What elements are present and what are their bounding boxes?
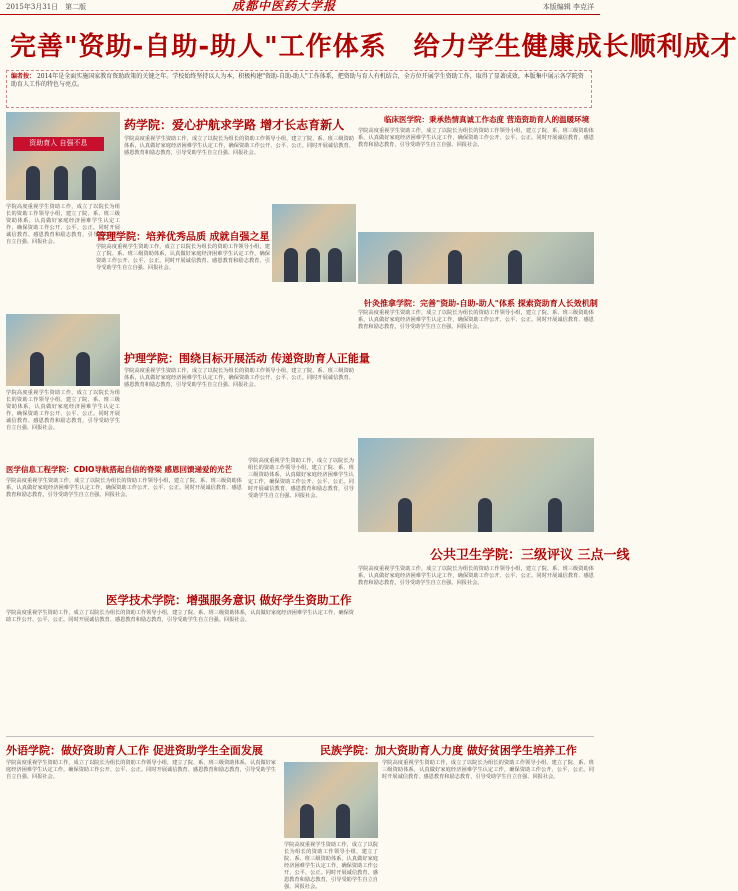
editor-note-label: 编者按： <box>11 73 36 80</box>
photo-person <box>300 804 314 838</box>
photo-person <box>76 352 90 386</box>
section-title-needle: 针灸推拿学院：完善"资助-自助-助人"体系 探索资助育人长效机制 <box>364 299 598 308</box>
section-title-ethnic: 民族学院：加大资助育人力度 做好贫困学生培养工作 <box>320 744 577 757</box>
section-title-foreign: 外语学院：做好资助育人工作 促进资助学生全面发展 <box>6 744 263 757</box>
editor-note <box>6 70 592 108</box>
photo-person <box>306 248 320 282</box>
article-text: 学院高度重视学生资助工作，成立了以院长为组长的资助工作领导小组，建立了院、系、班三级资助体系，认真做好家庭经济困难学生认定工作，确保资助工作公开、公平、公正。同时开展诚信教育、感恩教育和励志教育，引导受助学生自立自强、回报社会。 <box>248 458 354 499</box>
photo-ethnic-students <box>284 762 378 838</box>
section-title-clinical: 临床医学院：秉承热情真诚工作态度 营造资助育人的温暖环境 <box>384 115 590 124</box>
article-text: 学院高度重视学生资助工作，成立了以院长为组长的资助工作领导小组，建立了院、系、班三级资助体系，认真做好家庭经济困难学生认定工作，确保资助工作公开、公平、公正。同时开展诚信教育、感恩教育和励志教育，引导受助学生自立自强、回报社会。 <box>6 760 276 780</box>
article-text: 学院高度重视学生资助工作，成立了以院长为组长的资助工作领导小组，建立了院、系、班三级资助体系，认真做好家庭经济困难学生认定工作，确保资助工作公开、公平、公正。同时开展诚信教育、感恩教育和励志教育，引导受助学生自立自强、回报社会。 <box>358 310 594 330</box>
photo-person <box>26 166 40 200</box>
photo-person <box>478 498 492 532</box>
main-headline: 完善"资助-自助-助人"工作体系 给力学生健康成长顺利成才 <box>10 32 738 62</box>
photo-person <box>336 804 350 838</box>
divider <box>6 736 594 737</box>
article-text: 学院高度重视学生资助工作，成立了以院长为组长的资助工作领导小组，建立了院、系、班三级资助体系，认真做好家庭经济困难学生认定工作，确保资助工作公开、公平、公正。同时开展诚信教育、感恩教育和励志教育，引导受助学生自立自强、回报社会。 <box>6 204 120 245</box>
article-text: 学院高度重视学生资助工作，成立了以院长为组长的资助工作领导小组，建立了院、系、班三级资助体系，认真做好家庭经济困难学生认定工作，确保资助工作公开、公平、公正。同时开展诚信教育、感恩教育和励志教育，引导受助学生自立自强、回报社会。 <box>6 610 354 623</box>
article-text: 学院高度重视学生资助工作，成立了以院长为组长的资助工作领导小组，建立了院、系、班三级资助体系，认真做好家庭经济困难学生认定工作，确保资助工作公开、公平、公正。同时开展诚信教育、感恩教育和励志教育，引导受助学生自立自强、回报社会。 <box>6 478 242 498</box>
section-title-public: 公共卫生学院：三级评议 三点一线 <box>430 548 630 563</box>
section-title-medtech: 医学技术学院：增强服务意识 做好学生资助工作 <box>106 593 352 607</box>
photo-person <box>448 250 462 284</box>
section-title-management: 管理学院：培养优秀品质 成就自强之星 <box>96 232 270 243</box>
section-title-pharmacy: 药学院：爱心护航求学路 增才长志育新人 <box>124 118 345 132</box>
photo-person <box>284 248 298 282</box>
masthead-logo: 成都中医药大学报 <box>232 0 337 13</box>
article-text: 学院高度重视学生资助工作，成立了以院长为组长的资助工作领导小组，建立了院、系、班三级资助体系，认真做好家庭经济困难学生认定工作，确保资助工作公开、公平、公正。同时开展诚信教育、感恩教育和励志教育，引导受助学生自立自强、回报社会。 <box>358 128 594 148</box>
issue-date: 2015年3月31日 第二版 <box>6 3 87 11</box>
section-title-medinfo: 医学信息工程学院：CDIO导航搭起自信的脊梁 感恩回馈递爱的光芒 <box>6 465 233 474</box>
photo-person <box>508 250 522 284</box>
photo-lecture-hall <box>358 438 594 532</box>
photo-person <box>548 498 562 532</box>
photo-person <box>30 352 44 386</box>
photo-person <box>328 248 342 282</box>
article-text: 学院高度重视学生资助工作，成立了以院长为组长的资助工作领导小组，建立了院、系、班三级资助体系，认真做好家庭经济困难学生认定工作，确保资助工作公开、公平、公正。同时开展诚信教育、感恩教育和励志教育，引导受助学生自立自强、回报社会。 <box>284 842 378 890</box>
photo-students-group <box>272 204 356 282</box>
photo-person <box>388 250 402 284</box>
editor-note-text: 2014年是全面实施国家教育资助政策的关键之年。学校始终坚持以人为本，积极构建"资助-自助-助人"工作体系，把资助与育人有机结合，全方位开展学生资助工作，取得了显著成效。本版集中展示各学院资助育人工作的特色与亮点。 <box>11 73 584 88</box>
photo-person <box>82 166 96 200</box>
photo-banner: 资助育人 自强不息 <box>13 137 104 151</box>
photo-activity <box>6 314 120 386</box>
photo-person <box>54 166 68 200</box>
photo-classroom <box>358 232 594 284</box>
section-title-nursing: 护理学院：围绕目标开展活动 传递资助育人正能量 <box>124 352 370 365</box>
article-text: 学院高度重视学生资助工作，成立了以院长为组长的资助工作领导小组，建立了院、系、班三级资助体系，认真做好家庭经济困难学生认定工作，确保资助工作公开、公平、公正。同时开展诚信教育、感恩教育和励志教育，引导受助学生自立自强、回报社会。 <box>124 136 354 156</box>
photo-award-ceremony <box>6 112 120 200</box>
page-header <box>0 0 600 15</box>
article-text: 学院高度重视学生资助工作，成立了以院长为组长的资助工作领导小组，建立了院、系、班三级资助体系，认真做好家庭经济困难学生认定工作，确保资助工作公开、公平、公正。同时开展诚信教育、感恩教育和励志教育，引导受助学生自立自强、回报社会。 <box>382 760 594 780</box>
article-text: 学院高度重视学生资助工作，成立了以院长为组长的资助工作领导小组，建立了院、系、班三级资助体系，认真做好家庭经济困难学生认定工作，确保资助工作公开、公平、公正。同时开展诚信教育、感恩教育和励志教育，引导受助学生自立自强、回报社会。 <box>6 390 120 431</box>
photo-person <box>398 498 412 532</box>
editor-credit: 本版编辑 李克洋 <box>542 3 594 11</box>
article-text: 学院高度重视学生资助工作，成立了以院长为组长的资助工作领导小组，建立了院、系、班三级资助体系，认真做好家庭经济困难学生认定工作，确保资助工作公开、公平、公正。同时开展诚信教育、感恩教育和励志教育，引导受助学生自立自强、回报社会。 <box>124 368 354 388</box>
article-text: 学院高度重视学生资助工作，成立了以院长为组长的资助工作领导小组，建立了院、系、班三级资助体系，认真做好家庭经济困难学生认定工作，确保资助工作公开、公平、公正。同时开展诚信教育、感恩教育和励志教育，引导受助学生自立自强、回报社会。 <box>358 566 594 586</box>
article-text: 学院高度重视学生资助工作，成立了以院长为组长的资助工作领导小组，建立了院、系、班三级资助体系，认真做好家庭经济困难学生认定工作，确保资助工作公开、公平、公正。同时开展诚信教育、感恩教育和励志教育，引导受助学生自立自强、回报社会。 <box>96 244 270 271</box>
